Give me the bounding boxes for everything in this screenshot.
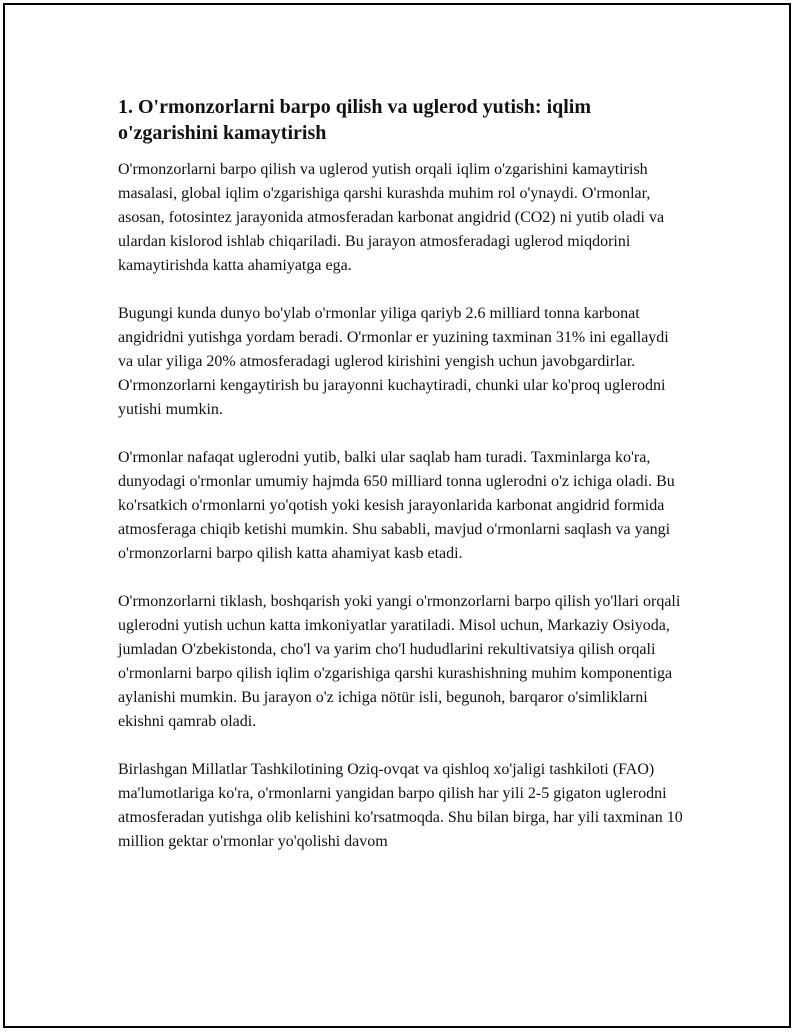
section-title: 1. O'rmonzorlarni barpo qilish va uglerod yutish: iqlim o'zgarishini kamaytirish bbox=[118, 96, 592, 144]
paragraph-4: O'rmonzorlarni tiklash, boshqarish yoki yangi o'rmonzorlarni barpo qilish yo'llari orqali uglerodni yutish uchun katta imkoniyatlar yaratiladi. Misol uchun, Markaziy Osiyoda, jumladan O'zbekistonda, cho'l va yarim cho'l hududlarini rekultivatsiya qilish orqali o'rmonlarni barpo qilish iqlim o'zgarishiga qarshi kurashishning muhim komponentiga aylanishi mumkin. Bu jarayon o'z ichiga nötür isli, begunoh, barqaror o'simliklarni ekishni qamrab oladi. bbox=[118, 593, 681, 730]
paragraph-5: Birlashgan Millatlar Tashkilotining Oziq-ovqat va qishloq xo'jaligi tashkiloti (FAO) ma'lumotlariga ko'ra, o'rmonlarni yangidan barpo qilish har yili 2-5 gigaton uglerodni atmosferadan yutishga olib kelishini ko'rsatmoqda. Shu bilan birga, har yili taxminan 10 million gektar o'rmonlar yo'qolishi davom bbox=[118, 761, 683, 850]
paragraph-1: O'rmonzorlarni barpo qilish va uglerod yutish orqali iqlim o'zgarishini kamaytirish masalasi, global iqlim o'zgarishiga qarshi kurashda muhim rol o'ynaydi. O'rmonlar, asosan, fotosintez jarayonida atmosferadan karbonat angidrid (CO2) ni yutib oladi va ulardan kislorod ishlab chiqariladi. Bu jarayon atmosferadagi uglerod miqdorini kamaytirishda katta ahamiyatga ega. bbox=[118, 161, 665, 274]
paragraph-2: Bugungi kunda dunyo bo'ylab o'rmonlar yiliga qariyb 2.6 milliard tonna karbonat angidridni yutishga yordam beradi. O'rmonlar er yuzining taxminan 31% ini egallaydi va ular yiliga 20% atmosferadagi uglerod kirishini yengish uchun javobgardirlar. O'rmonzorlarni kengaytirish bu jarayonni kuchaytiradi, chunki ular ko'proq uglerodni yutishi mumkin. bbox=[118, 305, 669, 418]
document-body bbox=[118, 94, 684, 878]
paragraph-3: O'rmonlar nafaqat uglerodni yutib, balki ular saqlab ham turadi. Taxminlarga ko'ra, dunyodagi o'rmonlar umumiy hajmda 650 milliard tonna uglerodni o'z ichiga oladi. Bu ko'rsatkich o'rmonlarni yo'qotish yoki kesish jarayonlarida karbonat angidrid formida atmosferaga chiqib ketishi mumkin. Shu sababli, mavjud o'rmonlarni saqlash va yangi o'rmonzorlarni barpo qilish katta ahamiyat kasb etadi. bbox=[118, 449, 675, 562]
